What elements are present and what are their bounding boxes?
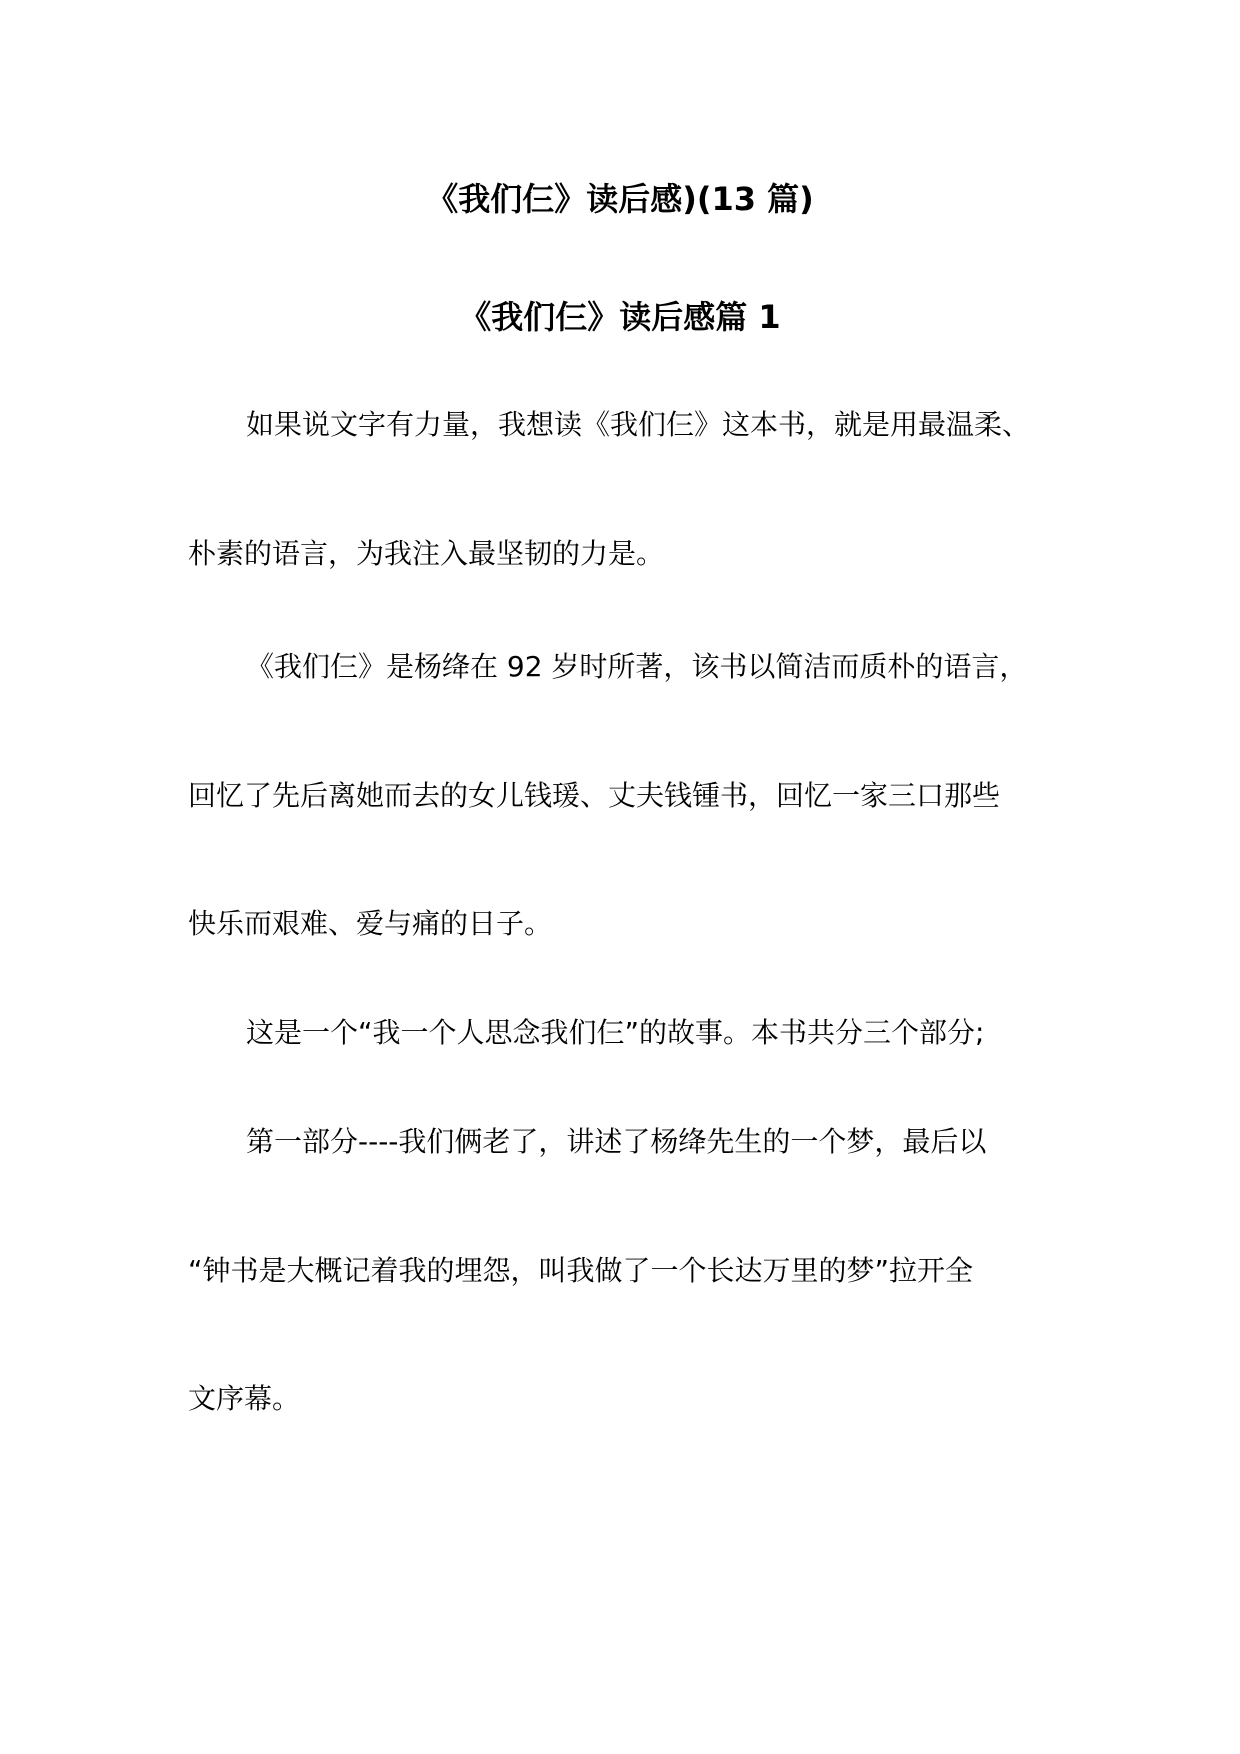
- paragraph-line: 第一部分----我们俩老了，讲述了杨绛先生的一个梦，最后以: [246, 1125, 987, 1158]
- section-heading: 《我们仨》读后感篇 1: [459, 298, 781, 336]
- paragraph-line: 《我们仨》是杨绛在 92 岁时所著，该书以简洁而质朴的语言，: [246, 650, 1028, 683]
- paragraph-line: 回忆了先后离她而去的女儿钱瑗、丈夫钱锺书，回忆一家三口那些: [188, 779, 1001, 812]
- paragraph-line: 朴素的语言，为我注入最坚韧的力是。: [188, 537, 665, 570]
- paragraph-line: 快乐而艰难、爱与痛的日子。: [188, 907, 553, 940]
- document-title: 《我们仨》读后感)(13 篇): [426, 180, 814, 218]
- paragraph-line: “钟书是大概记着我的埋怨，叫我做了一个长达万里的梦”拉开全: [188, 1254, 974, 1287]
- paragraph-line: 如果说文字有力量，我想读《我们仨》这本书，就是用最温柔、: [246, 408, 1031, 441]
- paragraph-line: 这是一个“我一个人思念我们仨”的故事。本书共分三个部分;: [246, 1016, 985, 1049]
- paragraph-line: 文序幕。: [188, 1382, 301, 1415]
